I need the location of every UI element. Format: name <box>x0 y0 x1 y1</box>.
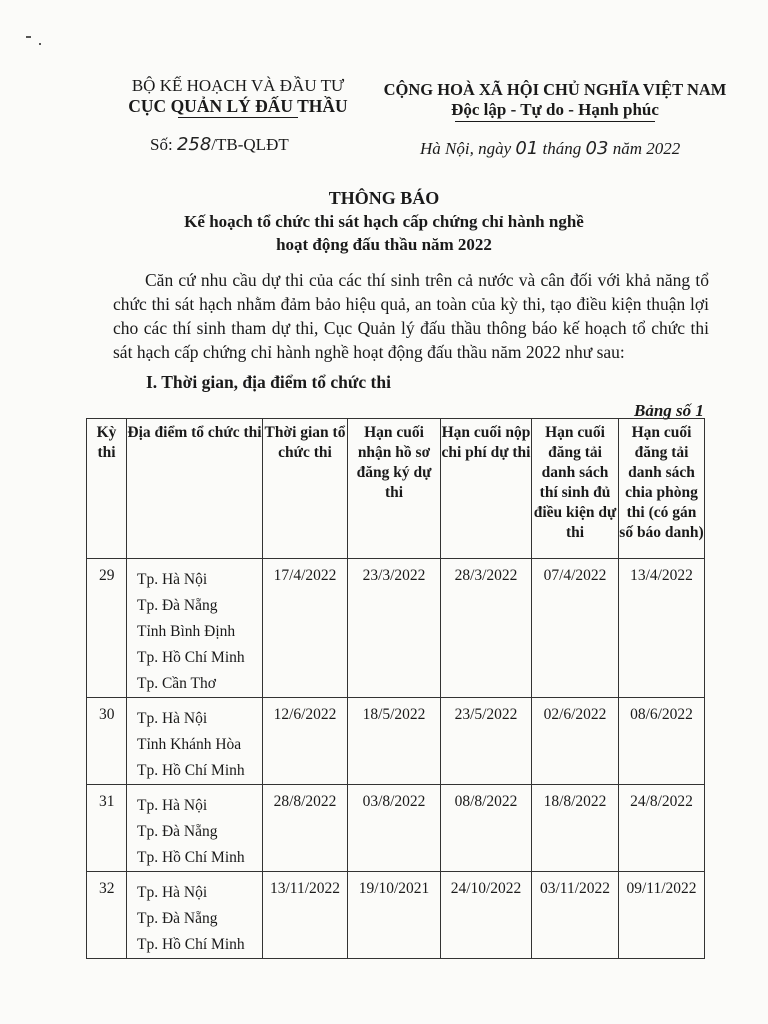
location-item: Tp. Hà Nội <box>137 710 208 727</box>
col-header-fee-deadline: Hạn cuối nộp chi phí dự thi <box>441 419 532 559</box>
intro-paragraph <box>113 268 709 364</box>
col-header-exam-date: Thời gian tổ chức thi <box>263 419 348 559</box>
document-title: THÔNG BÁO <box>328 188 440 208</box>
location-item: Tp. Hồ Chí Minh <box>137 849 245 866</box>
col-header-location: Địa điểm tổ chức thi <box>127 419 263 559</box>
cell-locations <box>127 698 263 785</box>
cell-registration-deadline: 03/8/2022 <box>348 785 441 872</box>
cell-locations <box>127 785 263 872</box>
document-number <box>150 134 289 155</box>
location-item: Tp. Đà Nẵng <box>137 910 218 927</box>
col-header-ky-thi: Kỳ thi <box>87 419 127 559</box>
issuer-block <box>98 76 378 118</box>
table-row <box>87 785 705 872</box>
cell-registration-deadline: 19/10/2021 <box>348 872 441 959</box>
cell-locations <box>127 872 263 959</box>
document-date <box>420 138 680 159</box>
doc-no-handwritten: 258 <box>176 134 212 155</box>
location-item: Tp. Hà Nội <box>137 797 208 814</box>
cell-locations <box>127 559 263 698</box>
location-item: Tp. Hồ Chí Minh <box>137 649 245 666</box>
country-name: CỘNG HOÀ XÃ HỘI CHỦ NGHĨA VIỆT NAM <box>383 80 727 99</box>
cell-room-list-deadline: 09/11/2022 <box>619 872 705 959</box>
col-header-eligible-list-deadline: Hạn cuối đăng tải danh sách thí sinh đủ điều kiện dự thi <box>532 419 619 559</box>
date-day: 01 <box>515 138 539 159</box>
table-label: Bảng số 1 <box>634 401 704 420</box>
table-row <box>87 559 705 698</box>
table-row <box>87 872 705 959</box>
location-item: Tỉnh Khánh Hòa <box>137 736 242 753</box>
cell-eligible-list-deadline: 02/6/2022 <box>532 698 619 785</box>
cell-eligible-list-deadline: 07/4/2022 <box>532 559 619 698</box>
location-item: Tp. Đà Nẵng <box>137 597 218 614</box>
cell-eligible-list-deadline: 18/8/2022 <box>532 785 619 872</box>
national-header <box>380 80 730 122</box>
cell-ky-thi: 31 <box>87 785 127 872</box>
cell-room-list-deadline: 24/8/2022 <box>619 785 705 872</box>
date-year: năm 2022 <box>612 139 681 158</box>
cell-eligible-list-deadline: 03/11/2022 <box>532 872 619 959</box>
cell-fee-deadline: 28/3/2022 <box>441 559 532 698</box>
date-month-label: tháng <box>542 139 582 158</box>
cell-room-list-deadline: 08/6/2022 <box>619 698 705 785</box>
location-item: Tp. Cần Thơ <box>137 675 216 692</box>
cell-ky-thi: 32 <box>87 872 127 959</box>
location-item: Tp. Hà Nội <box>137 571 208 588</box>
agency-name: CỤC QUẢN LÝ ĐẤU THẦU <box>128 96 348 116</box>
intro-text: Căn cứ nhu cầu dự thi của các thí sinh trên cả nước và cân đối với khả năng tổ chức thi sát hạch nhằm đảm bảo hiệu quả, an toàn của kỳ thi, tạo điều kiện thuận lợi cho các thí sinh tham dự thi, Cục Quản lý đấu thầu thông báo kế hoạch tổ chức thi sát hạch cấp chứng chỉ hành nghề hoạt động đấu thầu năm 2022 như sau: <box>113 270 709 362</box>
col-header-registration-deadline: Hạn cuối nhận hồ sơ đăng ký dự thi <box>348 419 441 559</box>
document-subtitle-line2: hoạt động đấu thầu năm 2022 <box>276 235 492 254</box>
location-item: Tp. Hà Nội <box>137 884 208 901</box>
cell-ky-thi: 29 <box>87 559 127 698</box>
date-month: 03 <box>585 138 609 159</box>
cell-fee-deadline: 24/10/2022 <box>441 872 532 959</box>
cell-room-list-deadline: 13/4/2022 <box>619 559 705 698</box>
location-item: Tp. Đà Nẵng <box>137 823 218 840</box>
motto: Độc lập - Tự do - Hạnh phúc <box>451 100 659 119</box>
location-item: Tỉnh Bình Định <box>137 623 236 640</box>
exam-schedule-table <box>86 418 705 959</box>
col-header-room-list-deadline: Hạn cuối đăng tải danh sách chia phòng thi (có gán số báo danh) <box>619 419 705 559</box>
cell-registration-deadline: 23/3/2022 <box>348 559 441 698</box>
scan-speck <box>39 43 41 45</box>
ministry-name: BỘ KẾ HOẠCH VÀ ĐẦU TƯ <box>131 76 345 95</box>
doc-no-prefix: Số: <box>150 135 173 154</box>
date-prefix: Hà Nội, ngày <box>420 139 512 158</box>
doc-no-suffix: /TB-QLĐT <box>211 135 289 154</box>
table-row <box>87 698 705 785</box>
location-item: Tp. Hồ Chí Minh <box>137 936 245 953</box>
cell-exam-date: 28/8/2022 <box>263 785 348 872</box>
cell-exam-date: 13/11/2022 <box>263 872 348 959</box>
document-subtitle-line1: Kế hoạch tổ chức thi sát hạch cấp chứng chỉ hành nghề <box>184 212 584 231</box>
scan-speck <box>26 36 31 38</box>
cell-fee-deadline: 23/5/2022 <box>441 698 532 785</box>
motto-underline <box>455 121 655 122</box>
table-header-row <box>87 419 705 559</box>
agency-underline <box>178 117 298 118</box>
section-heading: I. Thời gian, địa điểm tổ chức thi <box>146 372 391 392</box>
cell-registration-deadline: 18/5/2022 <box>348 698 441 785</box>
cell-exam-date: 12/6/2022 <box>263 698 348 785</box>
cell-fee-deadline: 08/8/2022 <box>441 785 532 872</box>
location-item: Tp. Hồ Chí Minh <box>137 762 245 779</box>
cell-exam-date: 17/4/2022 <box>263 559 348 698</box>
cell-ky-thi: 30 <box>87 698 127 785</box>
